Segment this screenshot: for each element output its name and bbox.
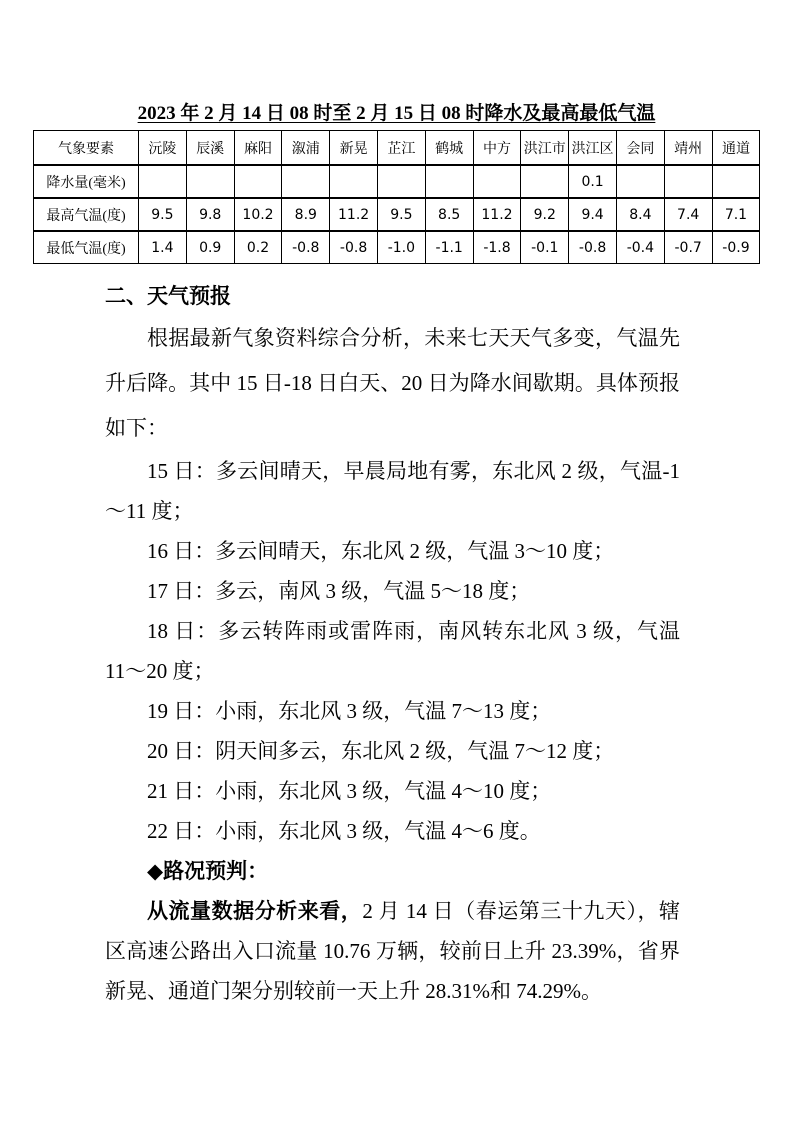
precip-cell bbox=[712, 165, 760, 198]
min-temp-cell: -0.7 bbox=[664, 231, 712, 264]
max-temp-cell: 8.9 bbox=[282, 198, 330, 231]
header-cell-city: 鹤城 bbox=[425, 131, 473, 166]
forecast-section bbox=[105, 280, 680, 1011]
header-cell-city: 沅陵 bbox=[139, 131, 187, 166]
max-temp-cell: 7.4 bbox=[664, 198, 712, 231]
min-temp-cell: -1.8 bbox=[473, 231, 521, 264]
forecast-item-19: 19 日：小雨，东北风 3 级，气温 7～13 度； bbox=[147, 699, 552, 723]
precip-cell bbox=[330, 165, 378, 198]
forecast-item-17: 17 日：多云，南风 3 级，气温 5～18 度； bbox=[147, 579, 531, 603]
max-temp-cell: 8.4 bbox=[616, 198, 664, 231]
traffic-lead-bold: 从流量数据分析来看， bbox=[147, 899, 363, 923]
precip-cell: 0.1 bbox=[569, 165, 617, 198]
max-temp-cell: 9.8 bbox=[186, 198, 234, 231]
max-temp-cell: 11.2 bbox=[473, 198, 521, 231]
precip-cell bbox=[186, 165, 234, 198]
min-temp-cell: -0.8 bbox=[282, 231, 330, 264]
forecast-item-15: 15 日：多云间晴天，早晨局地有雾，东北风 2 级，气温-1～11 度； bbox=[105, 459, 680, 523]
max-temp-cell: 9.5 bbox=[377, 198, 425, 231]
min-temp-cell: -0.8 bbox=[569, 231, 617, 264]
header-cell-city: 通道 bbox=[712, 131, 760, 166]
header-cell-city: 会同 bbox=[616, 131, 664, 166]
traffic-body-text: 2 月 14 日（春运第三十九天），辖区高速公路出入口流量 10.76 万辆，较前日上升 23.39%，省界新晃、通道门架分别较前一天上升 28.31%和 74.29%。 bbox=[105, 899, 681, 1003]
table-header-row bbox=[34, 131, 760, 166]
table-row-max-temp bbox=[34, 198, 760, 231]
forecast-intro: 根据最新气象资料综合分析，未来七天天气多变，气温先升后降。其中 15 日-18 日白天、20 日为降水间歇期。具体预报如下： bbox=[105, 326, 680, 440]
row-label: 最高气温(度) bbox=[34, 198, 139, 231]
header-cell-city: 溆浦 bbox=[282, 131, 330, 166]
forecast-item-16: 16 日：多云间晴天，东北风 2 级，气温 3～10 度； bbox=[147, 539, 615, 563]
precip-cell bbox=[473, 165, 521, 198]
min-temp-cell: -0.1 bbox=[521, 231, 569, 264]
min-temp-cell: 0.2 bbox=[234, 231, 282, 264]
weather-table bbox=[33, 130, 760, 264]
forecast-item-21: 21 日：小雨，东北风 3 级，气温 4～10 度； bbox=[147, 779, 552, 803]
max-temp-cell: 8.5 bbox=[425, 198, 473, 231]
header-cell-city: 新晃 bbox=[330, 131, 378, 166]
max-temp-cell: 9.5 bbox=[139, 198, 187, 231]
row-label: 最低气温(度) bbox=[34, 231, 139, 264]
min-temp-cell: -0.8 bbox=[330, 231, 378, 264]
precip-cell bbox=[616, 165, 664, 198]
row-label: 降水量(毫米) bbox=[34, 165, 139, 198]
road-condition-heading: ◆路况预判： bbox=[147, 859, 269, 883]
forecast-item-18: 18 日：多云转阵雨或雷阵雨，南风转东北风 3 级，气温 11～20 度； bbox=[105, 619, 680, 683]
max-temp-cell: 7.1 bbox=[712, 198, 760, 231]
header-cell-city: 洪江区 bbox=[569, 131, 617, 166]
forecast-item-22: 22 日：小雨，东北风 3 级，气温 4～6 度。 bbox=[147, 819, 541, 843]
max-temp-cell: 10.2 bbox=[234, 198, 282, 231]
header-cell-city: 中方 bbox=[473, 131, 521, 166]
precip-cell bbox=[664, 165, 712, 198]
precip-cell bbox=[282, 165, 330, 198]
min-temp-cell: -0.4 bbox=[616, 231, 664, 264]
precip-cell bbox=[139, 165, 187, 198]
min-temp-cell: 1.4 bbox=[139, 231, 187, 264]
precip-cell bbox=[521, 165, 569, 198]
max-temp-cell: 11.2 bbox=[330, 198, 378, 231]
precip-cell bbox=[425, 165, 473, 198]
header-cell-element: 气象要素 bbox=[34, 131, 139, 166]
header-cell-city: 芷江 bbox=[377, 131, 425, 166]
section-heading: 二、天气预报 bbox=[105, 284, 231, 308]
precip-cell bbox=[377, 165, 425, 198]
min-temp-cell: 0.9 bbox=[186, 231, 234, 264]
header-cell-city: 辰溪 bbox=[186, 131, 234, 166]
precip-cell bbox=[234, 165, 282, 198]
table-title-text: 2023 年 2 月 14 日 08 时至 2 月 15 日 08 时降水及最高最低气温 bbox=[137, 103, 656, 124]
max-temp-cell: 9.2 bbox=[521, 198, 569, 231]
forecast-item-20: 20 日：阴天间多云，东北风 2 级，气温 7～12 度； bbox=[147, 739, 615, 763]
traffic-paragraph bbox=[105, 891, 680, 1011]
header-cell-city: 麻阳 bbox=[234, 131, 282, 166]
header-cell-city: 洪江市 bbox=[521, 131, 569, 166]
min-temp-cell: -1.1 bbox=[425, 231, 473, 264]
table-row-precipitation bbox=[34, 165, 760, 198]
header-cell-city: 靖州 bbox=[664, 131, 712, 166]
max-temp-cell: 9.4 bbox=[569, 198, 617, 231]
table-row-min-temp bbox=[34, 231, 760, 264]
min-temp-cell: -0.9 bbox=[712, 231, 760, 264]
table-title bbox=[0, 0, 793, 126]
min-temp-cell: -1.0 bbox=[377, 231, 425, 264]
